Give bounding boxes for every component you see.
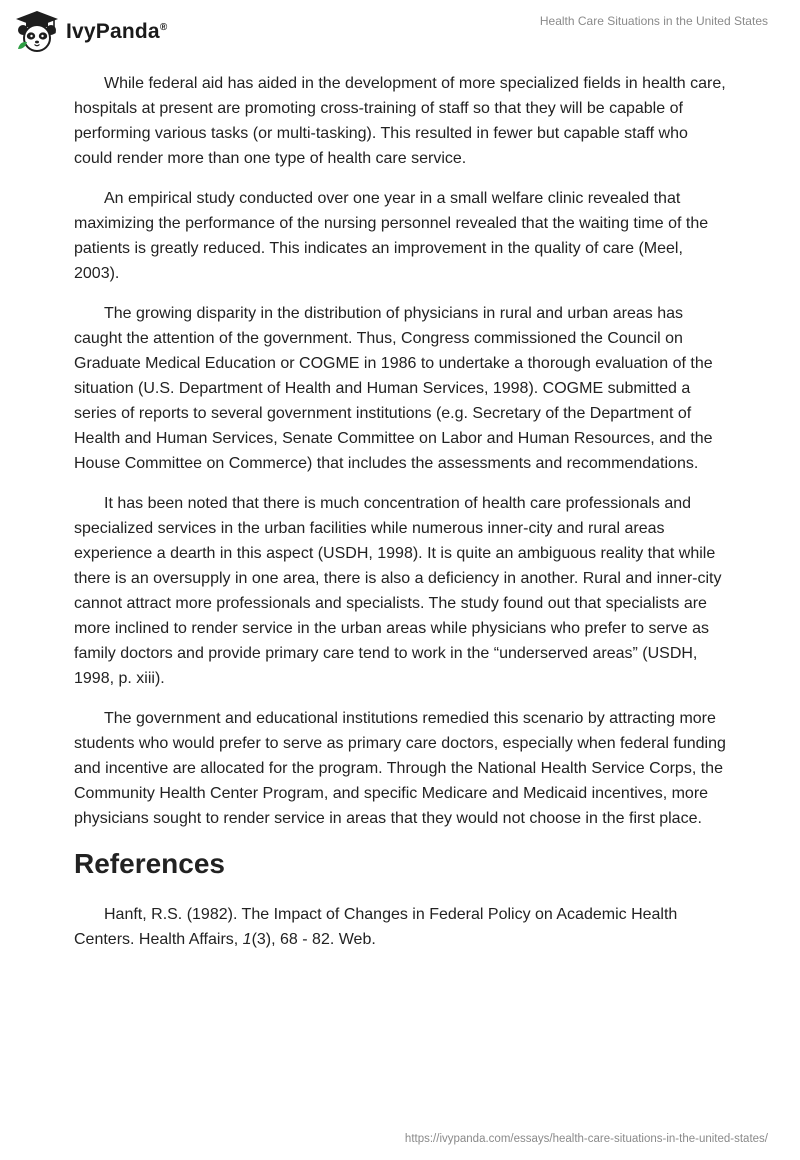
body-paragraph: It has been noted that there is much concentration of health care professionals and specialized services in the urban facilities while numerous inner-city and rural areas experience a dearth in this aspect (USDH, 1998). It is quite an ambiguous reality that while there is an oversupply in one area, there is also a deficiency in another. Rural and inner-city cannot attract more professionals and specialists. The study found out that specialists are more inclined to render service in the urban areas while physicians who prefer to serve as family doctors and provide primary care tend to work in the “underserved areas” (USDH, 1998, p. xiii).: [74, 495, 722, 687]
body-paragraph: An empirical study conducted over one year in a small welfare clinic revealed that maximizing the performance of the nursing personnel revealed that the waiting time of the patients is greatly reduced. This indicates an improvement in the quality of care (Meel, 2003).: [74, 190, 709, 282]
registered-mark: ®: [159, 22, 168, 33]
reference-text: Hanft, R.S. (1982). The Impact of Changes in Federal Policy on Academic Health Centers. Health Affairs,: [74, 906, 678, 948]
body-paragraph: While federal aid has aided in the development of more specialized fields in health care, hospitals at present are promoting cross-training of staff so that they will be capable of performing various tasks (or multi-tasking). This resulted in fewer but capable staff who could render more than one type of health care service.: [74, 75, 726, 167]
body-paragraph: The government and educational institutions remedied this scenario by attracting more students who would prefer to serve as primary care doctors, especially when federal funding and incentive are allocated for the program. Through the National Health Service Corps, the Community Health Center Program, and specific Medicare and Medicaid incentives, more physicians sought to render service in areas that they would not choose in the first place.: [74, 710, 726, 827]
source-url[interactable]: https://ivypanda.com/essays/health-care-situations-in-the-united-states/: [404, 1133, 768, 1145]
logo-name: IvyPanda: [66, 20, 160, 43]
logo-text: [66, 20, 167, 44]
ivypanda-logo[interactable]: [14, 8, 167, 56]
document-title: Health Care Situations in the United States: [539, 14, 768, 28]
panda-graduate-icon: [14, 9, 60, 55]
body-paragraph: The growing disparity in the distribution of physicians in rural and urban areas has caught the attention of the government. Thus, Congress commissioned the Council on Graduate Medical Education or COGME in 1986 to undertake a thorough evaluation of the situation (U.S. Department of Health and Human Services, 1998). COGME submitted a series of reports to several government institutions (e.g. Secretary of the Department of Health and Human Services, Senate Committee on Labor and Human Resources, and the House Committee on Commerce) that includes the assessments and recommendations.: [74, 305, 713, 472]
page-header: [0, 0, 800, 60]
reference-text-end: (3), 68 - 82. Web.: [251, 931, 376, 948]
references-heading: References: [74, 848, 225, 879]
reference-item: [74, 902, 730, 952]
reference-volume: 1: [242, 931, 252, 948]
essay-content: [74, 71, 730, 952]
